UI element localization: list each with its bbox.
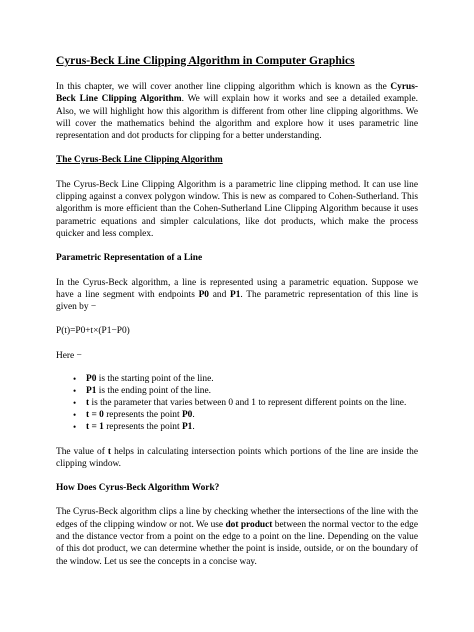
list-item-text: represents the point bbox=[103, 421, 182, 432]
parametric-text-end: . The parametric representation of this line is given by − bbox=[56, 289, 418, 313]
bullet-icon: • bbox=[73, 385, 77, 396]
list-item-term: t = 1 bbox=[86, 421, 104, 432]
algorithm-paragraph: The Cyrus-Beck Line Clipping Algorithm is a parametric line clipping method. It can use line clipping against a convex polygon window. This is new as compared to Cohen-Sutherland. This algorithm is more efficient than the Cohen-Sutherland Line Clipping Algorithm because it uses parametric equations and simpler calculations, like dot products, which make the process quicker and less complex. bbox=[56, 179, 418, 239]
section-heading-algorithm: The Cyrus-Beck Line Clipping Algorithm bbox=[56, 155, 223, 166]
t-value-text-start: The value of bbox=[56, 446, 108, 457]
list-item bbox=[73, 409, 418, 422]
parametric-text-start: In the Cyrus-Beck algorithm, a line is represented using a parametric equation. Suppose we have a line segment with endpoints bbox=[56, 277, 418, 300]
parametric-and: and bbox=[209, 289, 230, 300]
list-item-term: P1 bbox=[86, 385, 97, 396]
list-item bbox=[73, 421, 418, 434]
section-heading-how-it-works: How Does Cyrus-Beck Algorithm Work? bbox=[56, 483, 220, 494]
list-item-point: P0 bbox=[181, 409, 193, 420]
list-item-term: t = 0 bbox=[86, 409, 104, 420]
list-item-term: P0 bbox=[86, 374, 97, 385]
list-item-text: is the ending point of the line. bbox=[96, 385, 211, 396]
intro-text-end: . We will explain how it works and see a detailed example. Also, we will highlight how this algorithm is different from other line clipping algorithms. We will cover the mathematics behind the algorithm and explore how it uses parametric line representation and dot products for clipping for a better understanding. bbox=[56, 94, 418, 142]
list-item-text: represents the point bbox=[103, 409, 182, 420]
t-value-text-end: helps in calculating intersection points which portions of the line are inside the clipping window. bbox=[56, 446, 418, 469]
document-page bbox=[56, 54, 418, 580]
document-title: Cyrus-Beck Line Clipping Algorithm in Computer Graphics bbox=[56, 54, 355, 67]
bullet-icon: • bbox=[73, 374, 77, 385]
here-label: Here − bbox=[56, 350, 82, 361]
parameter-list bbox=[56, 374, 418, 434]
list-item bbox=[73, 397, 418, 410]
intro-bold-term: Cyrus-Beck Line Clipping Algorithm bbox=[56, 82, 418, 105]
parametric-p0: P0 bbox=[198, 289, 209, 300]
section-heading-parametric: Parametric Representation of a Line bbox=[56, 253, 203, 264]
how-bold-term: dot product bbox=[225, 519, 273, 530]
how-text-end: between the normal vector to the edge and the distance vector from a point on the edge to a point on the line. Depending on the value of this dot product, we can determine whether the point is inside, outside, or on the boundary of the window. Let us see the concepts in a concise way. bbox=[56, 519, 418, 567]
bullet-icon: • bbox=[73, 397, 77, 408]
parametric-paragraph bbox=[56, 277, 418, 314]
how-text-start: The Cyrus-Beck algorithm clips a line by checking whether the intersections of the line with the edges of the clipping window or not. We use bbox=[56, 507, 418, 530]
bullet-icon: • bbox=[73, 409, 77, 420]
list-item bbox=[73, 374, 418, 386]
list-item-term: t bbox=[86, 397, 90, 408]
intro-text-start: In this chapter, we will cover another line clipping algorithm which is known as the bbox=[56, 82, 391, 92]
list-item-point: P1 bbox=[181, 421, 193, 432]
list-item-text: is the parameter that varies between 0 and 1 to represent different points on the line. bbox=[89, 397, 407, 408]
intro-paragraph bbox=[56, 81, 418, 142]
t-value-paragraph bbox=[56, 446, 418, 471]
t-value-bold: t bbox=[107, 446, 112, 457]
list-item-text: is the starting point of the line. bbox=[96, 374, 214, 385]
bullet-icon: • bbox=[73, 421, 77, 432]
list-item-end: . bbox=[192, 409, 195, 420]
list-item-end: . bbox=[192, 421, 195, 432]
list-item bbox=[73, 385, 418, 398]
parametric-p1: P1 bbox=[229, 289, 241, 300]
parametric-formula: P(t)=P0+t×(P1−P0) bbox=[56, 326, 130, 337]
how-it-works-paragraph bbox=[56, 506, 418, 567]
